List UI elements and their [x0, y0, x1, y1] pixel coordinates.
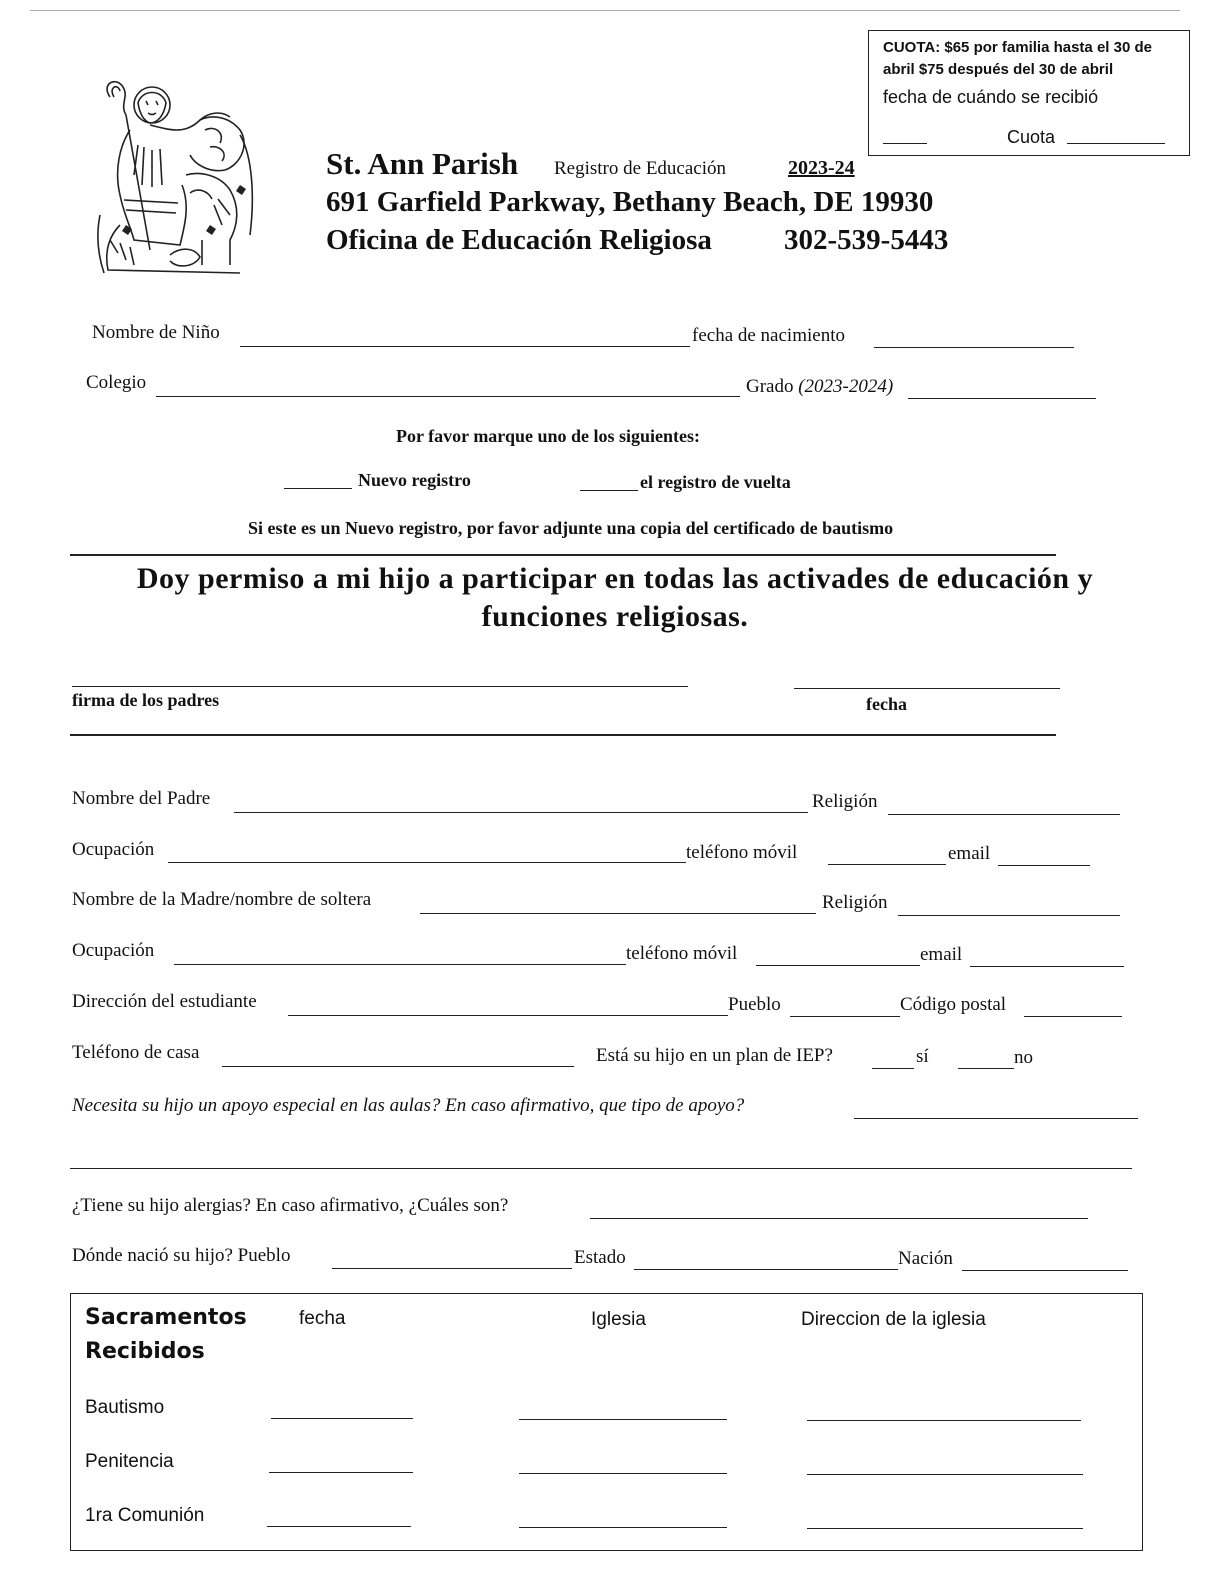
- zip-label: Código postal: [900, 994, 1007, 1015]
- birthplace-state-field[interactable]: [634, 1269, 898, 1270]
- father-religion-field[interactable]: [888, 814, 1120, 815]
- mother-occupation-field[interactable]: [174, 964, 626, 965]
- parent-signature-field[interactable]: [72, 686, 688, 687]
- col-date-header: fecha: [299, 1308, 346, 1329]
- penance-date-field[interactable]: [269, 1472, 413, 1473]
- mother-mobile-field[interactable]: [756, 965, 920, 966]
- iep-yes-label: sí: [916, 1046, 929, 1067]
- sacrament-baptism-label: Bautismo: [85, 1397, 165, 1418]
- fee-amount-label: Cuota: [1007, 127, 1056, 147]
- mother-mobile-label: teléfono móvil: [626, 943, 738, 964]
- sacraments-title-1: Sacramentos: [85, 1305, 247, 1330]
- iep-no-checkline[interactable]: [958, 1068, 1014, 1069]
- communion-date-field[interactable]: [267, 1526, 411, 1527]
- grade-label: [746, 376, 893, 398]
- birthplace-state-label: Estado: [574, 1247, 626, 1268]
- grade-text: Grado: [746, 376, 794, 397]
- fee-line-1: CUOTA: $65 por familia hasta el 30 de: [883, 39, 1152, 56]
- mother-religion-label: Religión: [822, 892, 888, 913]
- parish-name: St. Ann Parish: [326, 146, 519, 181]
- permission-statement: Doy permiso a mi hijo a participar en todas las activades de educación y funciones religiosas.: [136, 562, 1094, 633]
- baptism-church-address-field[interactable]: [807, 1420, 1081, 1421]
- mother-name-field[interactable]: [420, 913, 816, 914]
- section-divider: [70, 554, 1056, 556]
- iep-no-label: no: [1014, 1047, 1033, 1068]
- allergies-question: ¿Tiene su hijo alergias? En caso afirmativo, ¿Cuáles son?: [72, 1195, 509, 1216]
- school-field[interactable]: [156, 396, 740, 397]
- office-phone: 302-539-5443: [784, 224, 949, 256]
- fee-received-date-label: fecha de cuándo se recibió: [883, 87, 1099, 107]
- special-support-question: Necesita su hijo un apoyo especial en las aulas? En caso afirmativo, que tipo de apoyo?: [72, 1095, 745, 1116]
- registration-instruction: Por favor marque uno de los siguientes:: [396, 426, 701, 446]
- child-name-label: Nombre de Niño: [92, 322, 220, 343]
- student-address-label: Dirección del estudiante: [72, 991, 257, 1012]
- new-registration-checkline[interactable]: [284, 488, 352, 489]
- mother-email-field[interactable]: [970, 966, 1124, 967]
- signature-date-label: fecha: [866, 694, 907, 714]
- birthplace-nation-label: Nación: [898, 1248, 953, 1269]
- school-year: 2023-24: [788, 157, 855, 179]
- birthplace-town-label: Dónde nació su hijo? Pueblo: [72, 1245, 291, 1266]
- baptism-church-field[interactable]: [519, 1419, 727, 1420]
- home-phone-label: Teléfono de casa: [72, 1042, 200, 1063]
- town-field[interactable]: [790, 1016, 900, 1017]
- home-phone-field[interactable]: [222, 1066, 574, 1067]
- parent-signature-label: firma de los padres: [72, 690, 220, 710]
- father-email-label: email: [948, 843, 991, 864]
- grade-field[interactable]: [908, 398, 1096, 399]
- birthplace-town-field[interactable]: [332, 1268, 572, 1269]
- col-church-address-header: Direccion de la iglesia: [801, 1309, 986, 1330]
- special-support-field-2[interactable]: [70, 1168, 1132, 1169]
- school-label: Colegio: [86, 372, 147, 393]
- penance-church-field[interactable]: [519, 1473, 727, 1474]
- special-support-field[interactable]: [854, 1118, 1138, 1119]
- allergies-field[interactable]: [590, 1218, 1088, 1219]
- baptism-date-field[interactable]: [271, 1418, 413, 1419]
- birthplace-nation-field[interactable]: [962, 1270, 1128, 1271]
- birth-date-label: fecha de nacimiento: [692, 325, 845, 346]
- col-church-header: Iglesia: [591, 1309, 646, 1330]
- father-email-field[interactable]: [998, 865, 1090, 866]
- iep-question: Está su hijo en un plan de IEP?: [596, 1045, 833, 1066]
- parish-logo: [90, 75, 260, 285]
- top-rule: [30, 10, 1180, 11]
- father-occupation-field[interactable]: [168, 862, 686, 863]
- iep-yes-checkline[interactable]: [872, 1068, 914, 1069]
- father-name-field[interactable]: [234, 812, 808, 813]
- office-name: Oficina de Educación Religiosa: [326, 224, 712, 256]
- town-label: Pueblo: [728, 994, 781, 1015]
- registry-title: Registro de Educación: [554, 158, 727, 179]
- birth-date-field[interactable]: [874, 347, 1074, 348]
- communion-church-field[interactable]: [519, 1527, 727, 1528]
- fee-box: [868, 30, 1190, 156]
- sacrament-communion-label: 1ra Comunión: [85, 1505, 205, 1526]
- new-registration-label: Nuevo registro: [358, 470, 471, 490]
- father-religion-label: Religión: [812, 791, 878, 812]
- father-occupation-label: Ocupación: [72, 839, 155, 860]
- baptism-certificate-note: Si este es un Nuevo registro, por favor adjunte una copia del certificado de bautismo: [248, 518, 894, 538]
- father-name-label: Nombre del Padre: [72, 788, 211, 809]
- mother-religion-field[interactable]: [898, 915, 1120, 916]
- return-registration-checkline[interactable]: [580, 490, 638, 491]
- fee-amount-field[interactable]: [1067, 143, 1165, 144]
- fee-date-field[interactable]: [883, 143, 927, 144]
- section-divider-2: [70, 734, 1056, 736]
- penance-church-address-field[interactable]: [807, 1474, 1083, 1475]
- signature-date-field[interactable]: [794, 688, 1060, 689]
- communion-church-address-field[interactable]: [807, 1528, 1083, 1529]
- zip-field[interactable]: [1024, 1016, 1122, 1017]
- sacrament-penance-label: Penitencia: [85, 1451, 174, 1472]
- grade-year: (2023-2024): [798, 376, 894, 397]
- father-mobile-label: teléfono móvil: [686, 842, 798, 863]
- sacraments-box: [70, 1293, 1143, 1551]
- fee-line-2: abril $75 después del 30 de abril: [883, 61, 1114, 78]
- return-registration-label: el registro de vuelta: [640, 472, 791, 492]
- student-address-field[interactable]: [288, 1015, 728, 1016]
- parish-address: 691 Garfield Parkway, Bethany Beach, DE 19930: [326, 186, 934, 218]
- father-mobile-field[interactable]: [828, 864, 946, 865]
- mother-occupation-label: Ocupación: [72, 940, 155, 961]
- sacraments-title-2: Recibidos: [85, 1339, 205, 1364]
- child-name-field[interactable]: [240, 346, 690, 347]
- mother-email-label: email: [920, 944, 963, 965]
- mother-name-label: Nombre de la Madre/nombre de soltera: [72, 889, 372, 910]
